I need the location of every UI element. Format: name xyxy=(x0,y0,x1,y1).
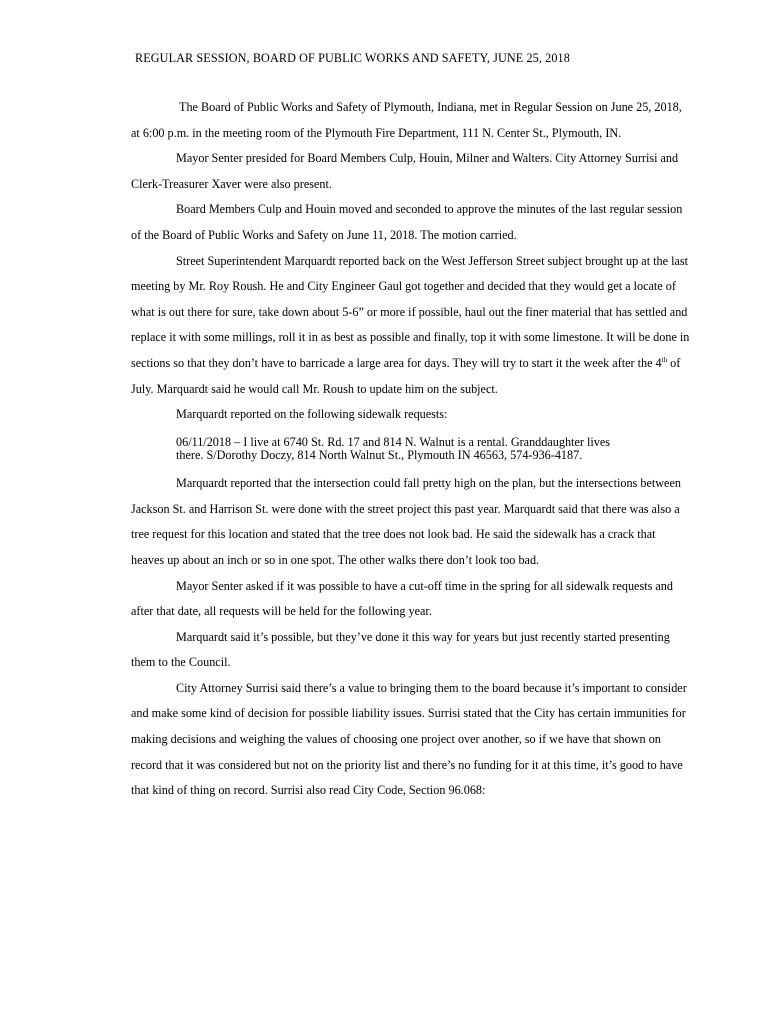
ordinal-suffix: th xyxy=(661,355,668,364)
opening-paragraph: The Board of Public Works and Safety of Plymouth, Indiana, met in Regular Session on June 25, 2018, at 6:00 p.m. in the meeting room of the Plymouth Fire Department, 111 N. Center St., Plymouth, IN. xyxy=(131,100,682,140)
marquardt-response-paragraph: Marquardt said it’s possible, but they’ve done it this way for years but just recently started presenting them to the Council. xyxy=(131,629,670,670)
sidewalk-request-line-2: there. S/Dorothy Doczy, 814 North Walnut St., Plymouth IN 46563, 574-936-4187. xyxy=(176,447,583,462)
minutes-approval-paragraph: Board Members Culp and Houin moved and seconded to approve the minutes of the last regular session of the Board of Public Works and Safety on June 11, 2018. The motion carried. xyxy=(131,202,683,242)
page-title: REGULAR SESSION, BOARD OF PUBLIC WORKS AND SAFETY, JUNE 25, 2018 xyxy=(135,51,570,65)
attendance-paragraph: Mayor Senter presided for Board Members Culp, Houin, Milner and Walters. City Attorney Surrisi and Clerk-Treasurer Xaver were also present. xyxy=(131,151,679,191)
minutes-body xyxy=(131,95,691,804)
sidewalk-intro-paragraph: Marquardt reported on the following sidewalk requests: xyxy=(176,407,448,422)
sidewalk-request-line-1: 06/11/2018 – I live at 6740 St. Rd. 17 and 814 N. Walnut is a rental. Granddaughter lives xyxy=(176,434,610,449)
jefferson-street-text-end: of July. Marquardt said he would call Mr. Roush to update him on the subject. xyxy=(131,355,681,396)
jefferson-street-text: Street Superintendent Marquardt reported back on the West Jefferson Street subject brought up at the last meeting by Mr. Roy Roush. He and City Engineer Gaul got together and decided that they would get a locate of what is out there for sure, take down about 5-6” or more if possible, haul out the finer material that has settled and replace it with some millings, roll it in as best as possible and finally, top it with some limestone. It will be done in sections so that they don’t have to barricade a large area for days. They will try to start it the week after the 4 xyxy=(131,253,690,370)
sidewalk-request-quote xyxy=(176,436,691,462)
jefferson-street-paragraph xyxy=(131,249,691,403)
cutoff-question-paragraph: Mayor Senter asked if it was possible to have a cut-off time in the spring for all sidewalk requests and after that date, all requests will be held for the following year. xyxy=(131,578,673,619)
attorney-paragraph: City Attorney Surrisi said there’s a value to bringing them to the board because it’s important to consider and make some kind of decision for possible liability issues. Surrisi stated that the City has certain immunities for making decisions and weighing the values of choosing one project over another, so if we have that shown on record that it was considered but not on the priority list and there’s no funding for it at this time, it’s good to have that kind of thing on record. Surrisi also read City Code, Section 96.068: xyxy=(131,680,687,798)
intersection-paragraph: Marquardt reported that the intersection could fall pretty high on the plan, but the intersections between Jackson St. and Harrison St. were done with the street project this past year. Marquardt said that there was also a tree request for this location and stated that the tree does not look bad. He said the sidewalk has a crack that heaves up about an inch or so in one spot. The other walks there don’t look too bad. xyxy=(131,476,681,567)
